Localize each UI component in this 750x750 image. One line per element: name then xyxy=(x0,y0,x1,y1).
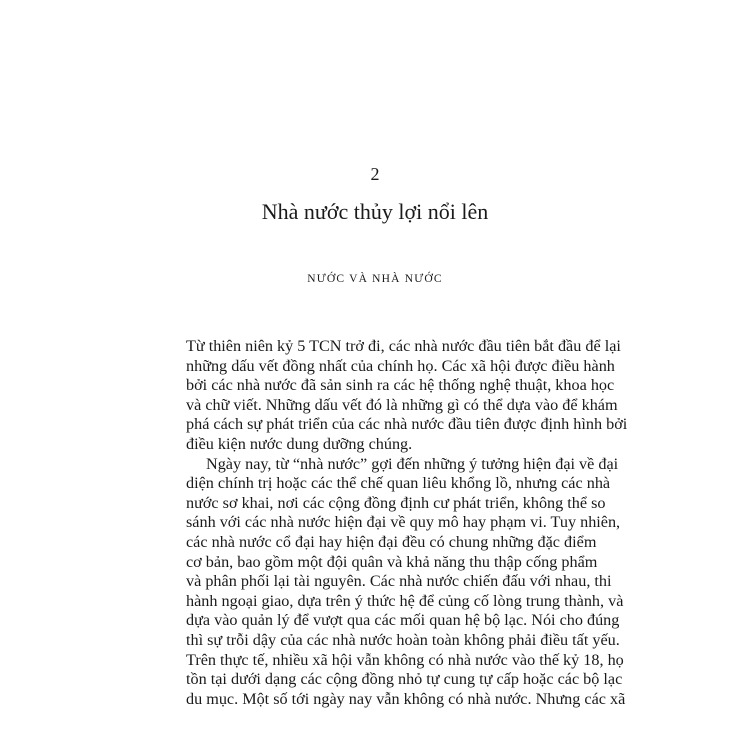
text-line: Từ thiên niên kỷ 5 TCN trở đi, các nhà nước đầu tiên bắt đầu để lại xyxy=(186,337,621,355)
text-line: Ngày nay, từ “nhà nước” gợi đến những ý tưởng hiện đại về đại xyxy=(206,454,619,473)
text-line: cơ bản, bao gồm một đội quân và khả năng thu thập cống phẩm xyxy=(186,552,598,571)
text-line: sánh với các nhà nước hiện đại về quy mô hay phạm vi. Tuy nhiên, xyxy=(186,513,621,532)
text-line: dựa vào quản lý để vượt qua các mối quan hệ bộ lạc. Nói cho đúng xyxy=(186,611,620,630)
text-line: điều kiện nước dung dưỡng chúng. xyxy=(186,434,413,453)
chapter-number: 2 xyxy=(370,164,380,184)
chapter-title: Nhà nước thủy lợi nổi lên xyxy=(261,199,489,224)
text-line: nước sơ khai, nơi các cộng đồng định cư phát triển, không thể so xyxy=(186,493,606,512)
body-text xyxy=(186,337,628,709)
text-line: các nhà nước cổ đại hay hiện đại đều có chung những đặc điểm xyxy=(186,532,597,551)
section-heading: NƯỚC VÀ NHÀ NƯỚC xyxy=(307,273,443,285)
text-line: những dấu vết đồng nhất của chính họ. Các xã hội được điều hành xyxy=(186,356,615,375)
text-line: Trên thực tế, nhiều xã hội vẫn không có nhà nước vào thế kỷ 18, họ xyxy=(186,650,624,669)
text-line: và chữ viết. Những dấu vết đó là những gì có thể dựa vào để khám xyxy=(186,395,618,414)
paragraph-2 xyxy=(186,454,626,710)
text-line: diện chính trị hoặc các thể chế quan liêu khổng lồ, nhưng các nhà xyxy=(186,474,611,493)
text-line: tồn tại dưới dạng các cộng đồng nhỏ tự cung tự cấp hoặc các bộ lạc xyxy=(186,670,623,689)
text-line: bởi các nhà nước đã sản sinh ra các hệ thống nghệ thuật, khoa học xyxy=(186,376,615,395)
text-line: du mục. Một số tới ngày nay vẫn không có nhà nước. Nhưng các xã xyxy=(186,689,626,708)
text-line: phá cách sự phát triển của các nhà nước đầu tiên được định hình bởi xyxy=(186,415,628,434)
text-line: hành ngoại giao, dựa trên ý thức hệ để củng cố lòng trung thành, và xyxy=(186,591,624,610)
text-line: thì sự trỗi dậy của các nhà nước hoàn toàn không phải điều tất yếu. xyxy=(186,630,620,649)
paragraph-1 xyxy=(186,337,628,455)
text-line: và phân phối lại tài nguyên. Các nhà nước chiến đấu với nhau, thi xyxy=(186,572,612,591)
